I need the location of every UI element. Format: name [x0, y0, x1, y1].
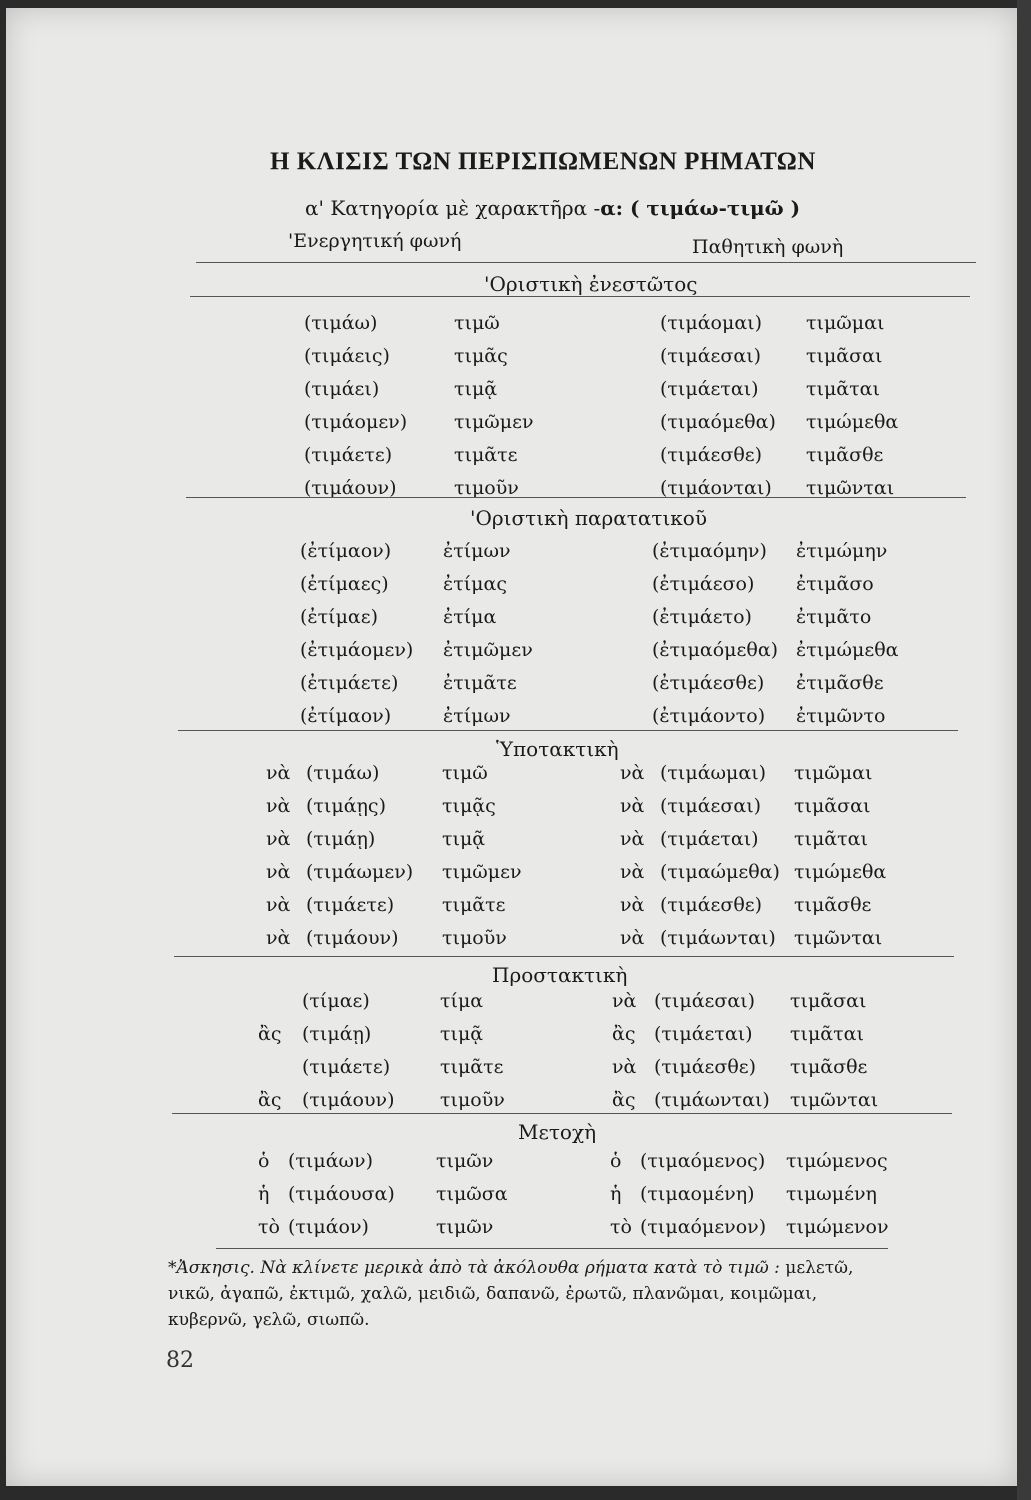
cell-form: ἐτιμᾶτε: [443, 672, 517, 694]
cell-passive-contracted-form: (τιμαόμενον): [640, 1216, 767, 1238]
cell-form: τιμῶσα: [436, 1183, 508, 1205]
cell-passive-particle: ἂς: [612, 1089, 636, 1111]
cell-passive-contracted-form: (ἐτιμάεσο): [652, 573, 755, 595]
cell-passive-form: τιμῶμαι: [794, 762, 873, 784]
cell-passive-form: τιμᾶσαι: [790, 990, 867, 1012]
cell-passive-form: τιμώμεθα: [806, 411, 899, 433]
cell-form: τιμᾷς: [442, 795, 496, 817]
cell-contracted-form: (ἐτίμαε): [300, 606, 379, 628]
cell-passive-contracted-form: (τιμάομαι): [660, 312, 763, 334]
cell-passive-contracted-form: (τιμάεται): [654, 1023, 753, 1045]
section-rule: [174, 956, 954, 957]
cell-passive-contracted-form: (τιμάεσθε): [660, 444, 763, 466]
cell-form: τιμᾷ: [454, 378, 498, 400]
cell-passive-form: τιμᾶται: [806, 378, 880, 400]
cell-passive-contracted-form: (ἐτιμάεσθε): [652, 672, 765, 694]
footnote-rule: [216, 1248, 888, 1249]
cell-form: τιμᾶς: [454, 345, 508, 367]
cell-contracted-form: (ἐτιμάομεν): [300, 639, 414, 661]
cell-form: τιμῶ: [454, 312, 500, 334]
footnote-line-1: [168, 1258, 853, 1278]
cell-particle: ὁ: [258, 1150, 270, 1172]
cell-passive-contracted-form: (ἐτιμαόμην): [652, 540, 767, 562]
cell-passive-form: τιμῶμαι: [806, 312, 885, 334]
section-heading: 'Οριστικὴ ἐνεστῶτος: [484, 272, 698, 296]
cell-form: τιμᾶτε: [440, 1056, 504, 1078]
cell-contracted-form: (τιμάω): [306, 762, 380, 784]
cell-form: τιμῶν: [436, 1216, 494, 1238]
cell-passive-form: τιμᾶσθε: [790, 1056, 868, 1078]
footnote-lead: *Ἀσκησις. Νὰ κλίνετε μερικὰ ἀπὸ τὰ ἀκόλουθα ρήματα κατὰ τὸ τιμῶ :: [168, 1258, 780, 1278]
cell-contracted-form: (τίμαε): [302, 990, 370, 1012]
cell-passive-contracted-form: (τιμάεσθε): [660, 894, 763, 916]
cell-contracted-form: (τιμάετε): [306, 894, 395, 916]
cell-passive-form: τιμώμεθα: [794, 861, 887, 883]
cell-passive-particle: νὰ: [620, 894, 645, 916]
cell-passive-particle: ὁ: [610, 1150, 622, 1172]
cell-particle: νὰ: [266, 861, 291, 883]
cell-passive-contracted-form: (τιμαώμεθα): [660, 861, 780, 883]
cell-particle: νὰ: [266, 762, 291, 784]
cell-form: τιμῶ: [442, 762, 488, 784]
page-number: 82: [166, 1348, 194, 1373]
section-heading: Μετοχὴ: [518, 1120, 597, 1144]
cell-contracted-form: (τιμάουν): [302, 1089, 395, 1111]
cell-form: τιμῶν: [436, 1150, 494, 1172]
cell-form: ἐτίμων: [443, 705, 511, 727]
cell-contracted-form: (τιμάεις): [304, 345, 390, 367]
cell-contracted-form: (ἐτίμαες): [300, 573, 389, 595]
cell-particle: τὸ: [258, 1216, 280, 1238]
footnote-line1-rest: μελετῶ,: [785, 1258, 854, 1278]
cell-particle: νὰ: [266, 927, 291, 949]
cell-passive-form: τιμώμενος: [786, 1150, 888, 1172]
cell-passive-particle: νὰ: [620, 795, 645, 817]
cell-passive-contracted-form: (τιμάεσαι): [660, 795, 762, 817]
cell-passive-contracted-form: (τιμάεται): [660, 828, 759, 850]
section-rule: [196, 262, 976, 263]
cell-form: ἐτίμων: [443, 540, 511, 562]
cell-passive-form: ἐτιμώμην: [796, 540, 888, 562]
cell-passive-particle: ἡ: [610, 1183, 622, 1205]
cell-form: τίμα: [440, 990, 484, 1012]
cell-particle: νὰ: [266, 795, 291, 817]
footnote-line-2: νικῶ, ἀγαπῶ, ἐκτιμῶ, χαλῶ, μειδιῶ, δαπανῶ, ἐρωτῶ, πλανῶμαι, κοιμῶμαι,: [168, 1284, 818, 1304]
cell-passive-form: τιμῶνται: [794, 927, 883, 949]
category-line: [305, 196, 800, 220]
section-heading: Ὑποτακτικὴ: [496, 737, 619, 761]
cell-contracted-form: (ἐτίμαον): [300, 540, 392, 562]
cell-particle: ἂς: [258, 1023, 282, 1045]
cell-passive-particle: νὰ: [612, 990, 637, 1012]
cell-passive-contracted-form: (τιμάεσθε): [654, 1056, 757, 1078]
cell-contracted-form: (τιμάουν): [306, 927, 399, 949]
cell-passive-particle: νὰ: [612, 1056, 637, 1078]
cell-passive-form: ἐτιμῶντο: [796, 705, 886, 727]
cell-contracted-form: (τιμάομεν): [304, 411, 408, 433]
cell-form: τιμοῦν: [442, 927, 507, 949]
cell-passive-contracted-form: (τιμαομένη): [640, 1183, 755, 1205]
book-spine: [1017, 0, 1031, 1500]
cell-contracted-form: (τιμάων): [288, 1150, 374, 1172]
category-prefix: α' Κατηγορία μὲ χαρακτῆρα -: [305, 196, 601, 220]
cell-passive-form: τιμᾶσαι: [806, 345, 883, 367]
cell-passive-contracted-form: (ἐτιμαόμεθα): [652, 639, 779, 661]
cell-passive-form: ἐτιμᾶσο: [796, 573, 874, 595]
passive-voice-label: Παθητικὴ φωνὴ: [692, 236, 844, 258]
cell-contracted-form: (τιμάετε): [304, 444, 393, 466]
cell-form: ἐτίμας: [443, 573, 507, 595]
cell-passive-contracted-form: (τιμάωνται): [660, 927, 776, 949]
cell-passive-form: τιμᾶσθε: [806, 444, 884, 466]
cell-form: τιμῶμεν: [442, 861, 522, 883]
page-title: Η ΚΛΙΣΙΣ ΤΩΝ ΠΕΡΙΣΠΩΜΕΝΩΝ ΡΗΜΑΤΩΝ: [270, 148, 816, 175]
cell-passive-contracted-form: (ἐτιμάοντο): [652, 705, 766, 727]
section-heading: 'Οριστικὴ παρατατικοῦ: [470, 506, 707, 530]
cell-contracted-form: (τιμάετε): [302, 1056, 391, 1078]
cell-passive-contracted-form: (τιμαόμενος): [640, 1150, 766, 1172]
cell-passive-form: τιμᾶσαι: [794, 795, 871, 817]
cell-passive-form: τιμᾶσθε: [794, 894, 872, 916]
cell-contracted-form: (τιμάουσα): [288, 1183, 395, 1205]
cell-form: τιμῶμεν: [454, 411, 534, 433]
section-heading: Προστακτικὴ: [492, 963, 628, 987]
cell-contracted-form: (ἐτιμάετε): [300, 672, 399, 694]
cell-particle: ἂς: [258, 1089, 282, 1111]
cell-passive-form: ἐτιμώμεθα: [796, 639, 899, 661]
cell-contracted-form: (τιμάωμεν): [306, 861, 414, 883]
cell-contracted-form: (τιμάουν): [304, 477, 397, 499]
cell-contracted-form: (ἐτίμαον): [300, 705, 392, 727]
section-rule: [190, 296, 970, 297]
cell-form: τιμοῦν: [440, 1089, 505, 1111]
cell-passive-contracted-form: (τιμάεσαι): [654, 990, 756, 1012]
cell-passive-contracted-form: (τιμάωμαι): [660, 762, 767, 784]
cell-passive-contracted-form: (τιμάωνται): [654, 1089, 770, 1111]
cell-contracted-form: (τιμάον): [288, 1216, 369, 1238]
cell-passive-form: τιμωμένη: [786, 1183, 877, 1205]
cell-passive-contracted-form: (ἐτιμάετο): [652, 606, 752, 628]
cell-passive-particle: ἂς: [612, 1023, 636, 1045]
cell-passive-form: ἐτιμᾶσθε: [796, 672, 884, 694]
cell-passive-form: ἐτιμᾶτο: [796, 606, 872, 628]
cell-passive-contracted-form: (τιμάεται): [660, 378, 759, 400]
section-rule: [178, 730, 958, 731]
cell-form: τιμᾶτε: [454, 444, 518, 466]
cell-contracted-form: (τιμάῃς): [306, 795, 386, 817]
cell-passive-contracted-form: (τιμάονται): [660, 477, 772, 499]
cell-particle: νὰ: [266, 894, 291, 916]
cell-passive-particle: νὰ: [620, 828, 645, 850]
cell-passive-form: τιμᾶται: [794, 828, 868, 850]
cell-form: τιμοῦν: [454, 477, 519, 499]
cell-passive-particle: νὰ: [620, 927, 645, 949]
cell-form: τιμᾷ: [440, 1023, 484, 1045]
cell-form: τιμᾷ: [442, 828, 486, 850]
cell-passive-form: τιμώμενον: [786, 1216, 889, 1238]
cell-contracted-form: (τιμάῃ): [306, 828, 376, 850]
section-rule: [172, 1113, 952, 1114]
category-bold: α: ( τιμάω-τιμῶ ): [600, 196, 801, 220]
cell-passive-particle: νὰ: [620, 861, 645, 883]
cell-passive-form: τιμᾶται: [790, 1023, 864, 1045]
cell-contracted-form: (τιμάει): [304, 378, 380, 400]
cell-form: ἐτίμα: [443, 606, 497, 628]
cell-particle: νὰ: [266, 828, 291, 850]
active-voice-label: 'Ενεργητική φωνή: [288, 230, 462, 252]
cell-form: ἐτιμῶμεν: [443, 639, 533, 661]
cell-passive-contracted-form: (τιμαόμεθα): [660, 411, 776, 433]
footnote-line-3: κυβερνῶ, γελῶ, σιωπῶ.: [168, 1310, 370, 1330]
cell-passive-particle: τὸ: [610, 1216, 632, 1238]
cell-particle: ἡ: [258, 1183, 270, 1205]
cell-passive-form: τιμῶνται: [790, 1089, 879, 1111]
cell-contracted-form: (τιμάῃ): [302, 1023, 372, 1045]
cell-passive-contracted-form: (τιμάεσαι): [660, 345, 762, 367]
cell-form: τιμᾶτε: [442, 894, 506, 916]
cell-contracted-form: (τιμάω): [304, 312, 378, 334]
cell-passive-form: τιμῶνται: [806, 477, 895, 499]
cell-passive-particle: νὰ: [620, 762, 645, 784]
section-rule: [186, 497, 966, 498]
